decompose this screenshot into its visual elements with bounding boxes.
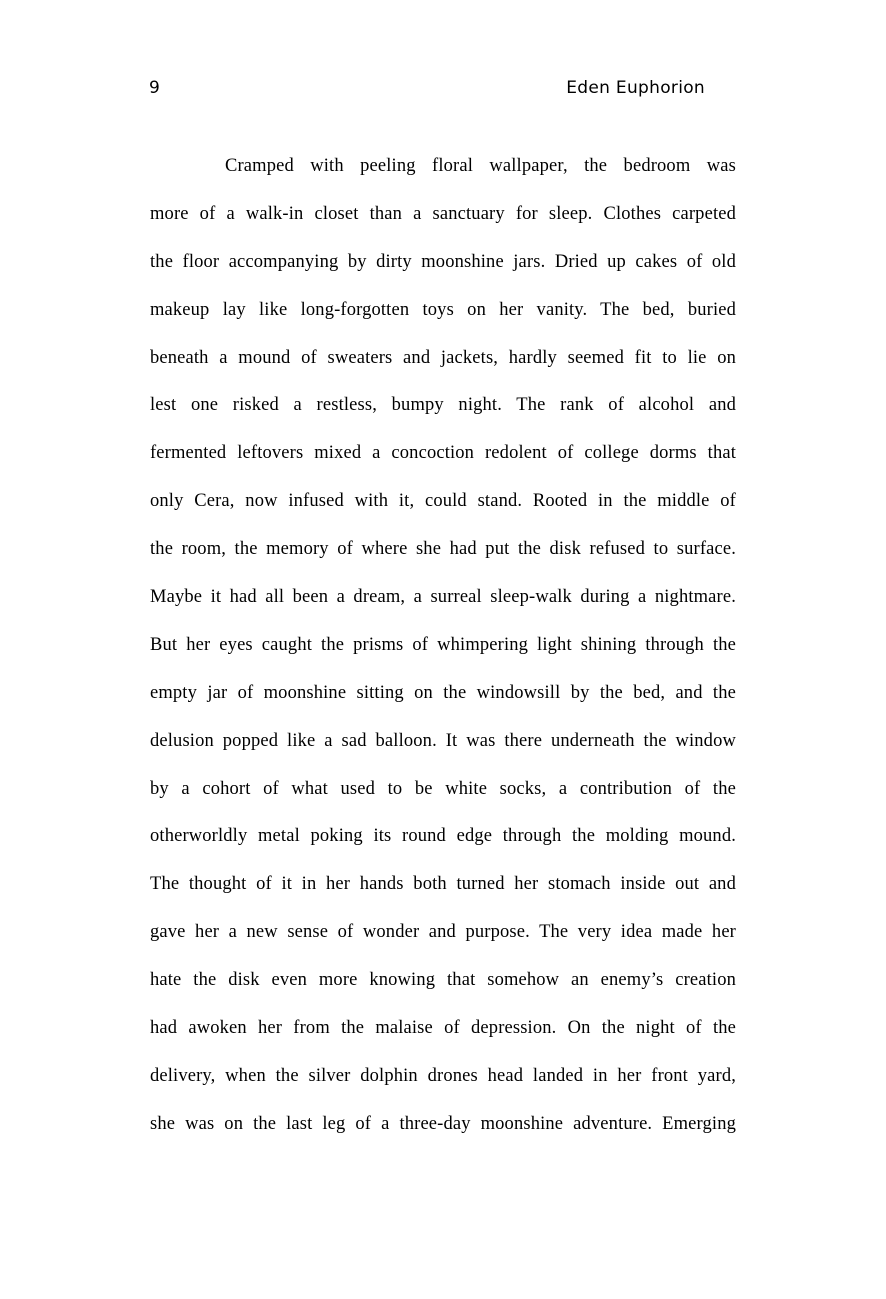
text-line: the floor accompanying by dirty moonshine jars. Dried up cakes of old — [150, 251, 736, 272]
text-line: delivery, when the silver dolphin drones head landed in her front yard, — [150, 1065, 736, 1086]
text-line: lest one risked a restless, bumpy night. The rank of alcohol and — [150, 395, 736, 416]
page-header — [149, 78, 705, 102]
text-line: But her eyes caught the prisms of whimpering light shining through the — [150, 634, 736, 655]
text-line: beneath a mound of sweaters and jackets, hardly seemed fit to lie on — [150, 347, 736, 368]
text-line: Maybe it had all been a dream, a surreal sleep-walk during a nightmare. — [150, 587, 736, 608]
page-number: 9 — [149, 78, 161, 98]
text-line: by a cohort of what used to be white socks, a contribution of the — [150, 778, 736, 799]
text-line: fermented leftovers mixed a concoction redolent of college dorms that — [150, 443, 736, 464]
text-line: delusion popped like a sad balloon. It was there underneath the window — [150, 730, 736, 751]
text-line: otherworldly metal poking its round edge through the molding mound. — [150, 826, 736, 847]
text-line: empty jar of moonshine sitting on the windowsill by the bed, and the — [150, 682, 736, 703]
text-line: she was on the last leg of a three-day moonshine adventure. Emerging — [150, 1113, 736, 1134]
text-line: makeup lay like long-forgotten toys on her vanity. The bed, buried — [150, 299, 736, 320]
body-text — [150, 143, 736, 1149]
text-line: the room, the memory of where she had put the disk refused to surface. — [150, 539, 736, 560]
text-line: gave her a new sense of wonder and purpose. The very idea made her — [150, 922, 736, 943]
text-line: Cramped with peeling floral wallpaper, the bedroom was — [225, 156, 736, 176]
running-head-author: Eden Euphorion — [566, 78, 705, 98]
text-line: more of a walk-in closet than a sanctuary for sleep. Clothes carpeted — [150, 203, 736, 224]
text-line: only Cera, now infused with it, could stand. Rooted in the middle of — [150, 491, 736, 512]
text-line: had awoken her from the malaise of depression. On the night of the — [150, 1018, 736, 1039]
text-line: The thought of it in her hands both turned her stomach inside out and — [150, 874, 736, 895]
text-line: hate the disk even more knowing that somehow an enemy’s creation — [150, 970, 736, 991]
